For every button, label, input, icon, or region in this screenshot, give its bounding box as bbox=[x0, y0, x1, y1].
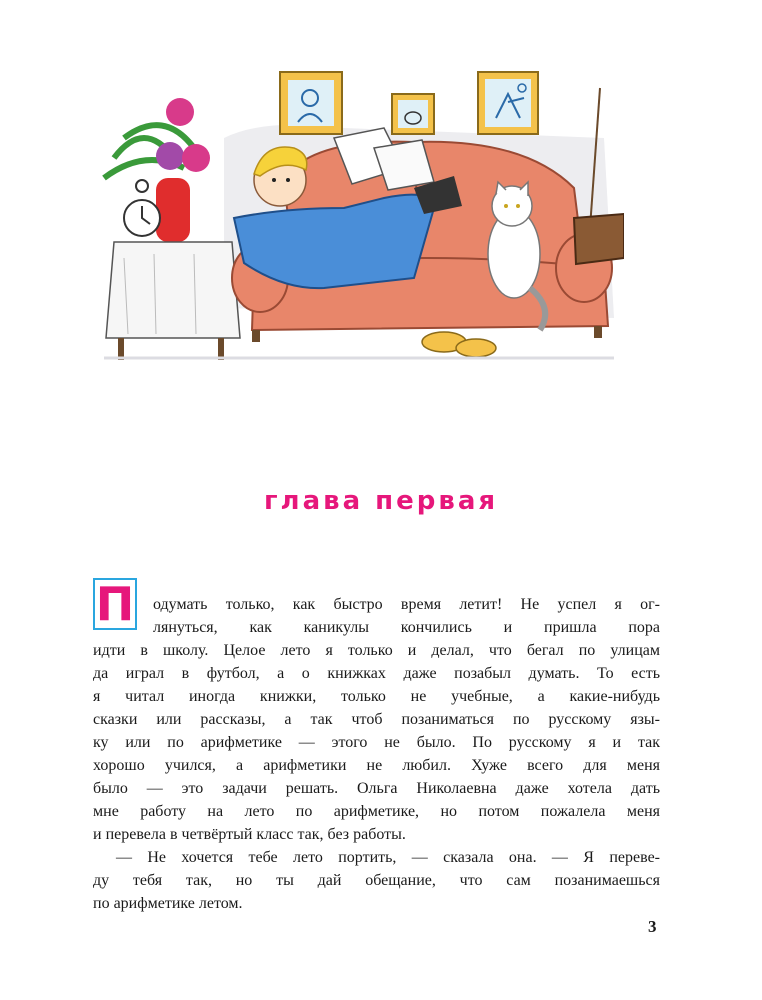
text-line-11: и перевела в четвёртый класс так, без работы. bbox=[93, 826, 406, 843]
side-table bbox=[106, 242, 240, 360]
text-line-5: я читал иногда книжки, только не учебные, а какие-нибудь bbox=[93, 688, 660, 705]
text-line-3: идти в школу. Целое лето я только и делал, что бегал по улицам bbox=[93, 642, 660, 659]
shoes bbox=[422, 332, 496, 357]
page-number: 3 bbox=[648, 917, 657, 936]
text-line-4: да играл в футбол, а о книжках даже позабыл думать. То есть bbox=[93, 665, 660, 682]
wall-picture-right bbox=[478, 72, 538, 134]
drop-cap-letter: П bbox=[93, 578, 137, 630]
text-line-8: хорошо учился, а арифметики не любил. Хуже всего для меня bbox=[93, 757, 660, 774]
text-line-14: по арифметике летом. bbox=[93, 895, 243, 912]
alarm-clock bbox=[124, 180, 160, 236]
text-line-2: лянуться, как каникулы кончились и пришла пора bbox=[153, 619, 660, 636]
text-line-1: одумать только, как быстро время летит! Не успел я ог- bbox=[153, 596, 660, 613]
text-line-9: было — это задачи решать. Ольга Николаевна даже хотела дать bbox=[93, 780, 660, 797]
wall-picture-left bbox=[280, 72, 342, 134]
text-line-13: ду тебя так, но ты дай обещание, что сам позанимаешься bbox=[93, 872, 660, 889]
chapter-title: глава первая bbox=[263, 486, 499, 516]
text-line-6: сказки или рассказы, а так чтоб позаниматься по русскому язы- bbox=[93, 711, 660, 728]
wall-picture-cat bbox=[392, 94, 434, 134]
text-line-12: — Не хочется тебе лето портить, — сказала она. — Я переве- bbox=[116, 849, 660, 866]
text-line-7: ку или по арифметике — этого не было. По русскому я и так bbox=[93, 734, 660, 751]
illustration-boy-on-sofa bbox=[84, 58, 624, 378]
text-line-10: мне работу на лето по арифметике, но потом пожалела меня bbox=[93, 803, 660, 820]
